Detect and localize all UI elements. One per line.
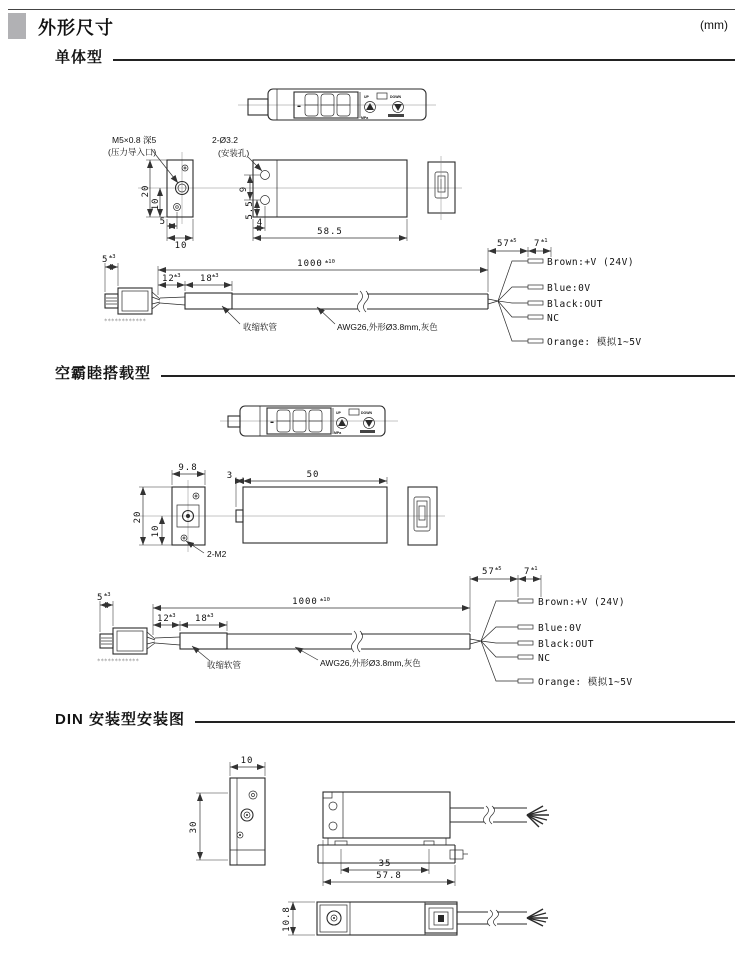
dim-10v: 10 [151,197,161,211]
up-button-label: UP [364,95,369,99]
dim-7-tol: ±1 [541,238,548,244]
dim-7: 7 [524,567,531,577]
dim-10: 10 [151,524,161,538]
din-views [189,756,549,935]
display-minus: - [269,417,276,428]
dim-57: 57 [482,567,495,577]
unit-label: (mm) [700,18,728,32]
dim-5-tol: ±3 [109,254,116,260]
wire-label-blue: Blue:0V [547,283,591,294]
wire-label-black: Black:OUT [538,639,594,650]
dim-35: 35 [378,859,392,869]
dim-10: 10 [240,756,254,766]
dim-18: 18 [200,274,213,284]
down-button-label: DOWN [361,411,373,415]
dim-57-8: 57.8 [376,871,402,881]
frayed-wire-end [527,806,549,827]
dim-7: 7 [534,239,541,249]
dim-9: 9 [239,185,249,193]
thread-label: M5×0.8 深5 [112,135,157,145]
dim-5: 5 [159,217,166,227]
set-button [349,409,359,415]
dim-1000-tol: ±10 [325,259,335,265]
down-arrow-icon [394,104,402,111]
up-button-label: UP [336,411,341,415]
dim-12-tol: ±3 [174,273,181,279]
dim-3: 3 [226,471,234,481]
cable-spec-label: AWG26,外形Ø3.8mm,灰色 [337,322,438,332]
dim-5: 5 [97,593,104,603]
dim-20: 20 [141,184,151,198]
section-title: 单体型 [55,49,104,66]
brand-mark [360,430,375,433]
connector-note: ＊＊＊＊＊＊＊＊＊＊＊＊ [97,658,139,662]
wire-fanout [488,259,543,343]
wire-label-black: Black:OUT [547,299,603,310]
m2-label: 2-M2 [207,549,227,559]
dim-1000: 1000 [297,259,323,269]
up-arrow-icon [338,419,346,426]
wire-label-orange: Orange: 模拟1~5V [547,337,642,348]
dim-12: 12 [162,274,175,284]
dim-18-tol: ±3 [212,273,219,279]
dim-5-tol: ±3 [104,592,111,598]
unit-mpa-label: MPa [334,431,342,435]
up-arrow-icon [366,103,374,110]
connector-note: ＊＊＊＊＊＊＊＊＊＊＊＊ [104,318,146,322]
dim-1000-tol: ±10 [320,597,330,603]
dim-18-tol: ±3 [207,613,214,619]
dim-10w: 10 [174,241,188,251]
port-label: (压力导入口) [108,147,157,157]
dim-5-5: 5.5 [245,200,255,220]
dim-50: 50 [306,470,320,480]
wire-label-nc: NC [538,653,551,664]
down-arrow-icon [365,420,373,427]
wire-label-blue: Blue:0V [538,623,582,634]
dim-30: 30 [189,820,199,834]
dim-57-tol: ±5 [510,238,517,244]
shrink-tube-label: 收缩软管 [243,322,278,332]
dim-7-tol: ±1 [531,566,538,572]
dim-4: 4 [256,218,264,228]
dim-57: 57 [497,239,510,249]
set-button [377,93,387,99]
cable-spec-label: AWG26,外形Ø3.8mm,灰色 [320,658,421,668]
dim-20: 20 [133,510,143,524]
wire-fanout [470,599,533,683]
shrink-tube-label: 收缩软管 [207,660,242,670]
page-title: 外形尺寸 [38,18,114,38]
wire-label-brown: Brown:+V (24V) [547,257,635,268]
dim-58-5: 58.5 [317,227,343,237]
combo-dimension-views [133,463,445,559]
down-button-label: DOWN [390,95,402,99]
combo-cable-drawing [97,566,633,688]
mount-holes-label: 2-Ø3.2 [212,135,238,145]
display-minus: - [296,101,303,112]
wire-label-brown: Brown:+V (24V) [538,597,626,608]
section-title: DIN 安装型安装图 [55,711,186,728]
dim-12-tol: ±3 [169,613,176,619]
dim-5: 5 [102,255,109,265]
wire-label-orange: Orange: 模拟1~5V [538,677,633,688]
dim-12: 12 [157,614,170,624]
wire-label-nc: NC [547,313,560,324]
dim-10-8: 10.8 [282,906,292,932]
mount-holes-name: (安装孔) [218,148,250,158]
single-dimension-views [108,135,462,251]
section-title: 空霸睦搭载型 [55,365,152,382]
single-cable-drawing [102,238,642,348]
dim-57-tol: ±5 [495,566,502,572]
unit-mpa-label: MPa [361,116,369,120]
dim-18: 18 [195,614,208,624]
frayed-wire-end [527,909,548,926]
dim-1000: 1000 [292,597,318,607]
brand-mark [388,114,404,117]
dim-9-8: 9.8 [178,463,198,473]
